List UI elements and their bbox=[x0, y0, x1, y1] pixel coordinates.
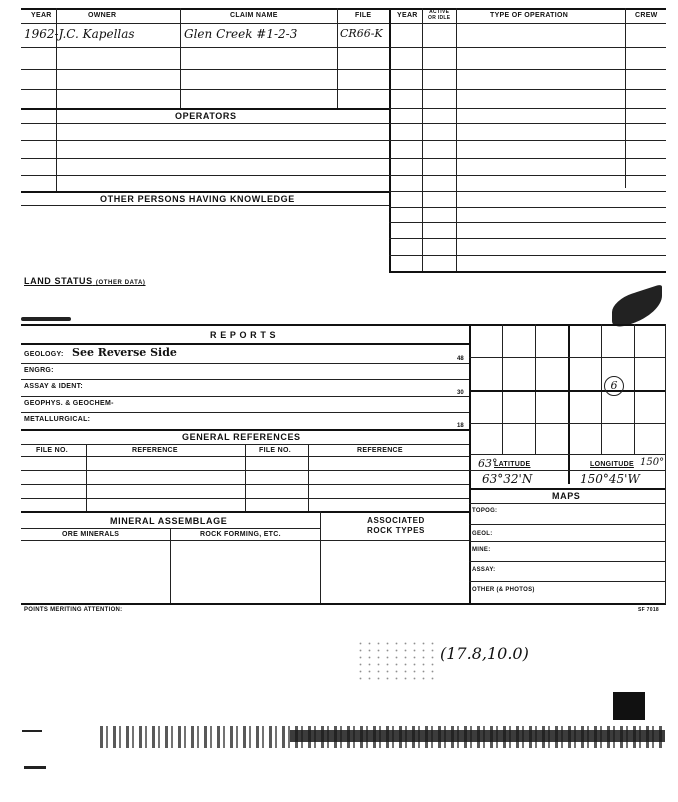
coordinates-note: (17.8,10.0) bbox=[440, 644, 529, 663]
black-square-mark bbox=[613, 692, 645, 720]
engrg-label: ENGRG: bbox=[24, 367, 54, 374]
rock-forming-label: ROCK FORMING, ETC. bbox=[200, 531, 281, 538]
longitude-value: 150°45'W bbox=[580, 472, 640, 486]
land-status-heading bbox=[24, 276, 146, 286]
latitude-value: 63°32'N bbox=[482, 472, 533, 486]
assay-label: ASSAY & IDENT: bbox=[24, 383, 84, 390]
maps-other: OTHER (& PHOTOS) bbox=[472, 587, 535, 593]
ref-col-reference-1: REFERENCE bbox=[132, 447, 178, 454]
maps-heading: MAPS bbox=[552, 491, 581, 501]
scan-noise-left bbox=[22, 730, 42, 732]
scan-noise-bottom-left bbox=[24, 766, 46, 769]
header-active-or-idle: ACTIVE OR IDLE bbox=[428, 9, 451, 21]
scan-noise-band-solid bbox=[290, 730, 665, 742]
ore-minerals-label: ORE MINERALS bbox=[62, 531, 120, 538]
geology-label: GEOLOGY: bbox=[24, 351, 64, 358]
maps-assay: ASSAY: bbox=[472, 567, 496, 573]
general-references-heading: GENERAL REFERENCES bbox=[182, 432, 301, 442]
form-number: SF 7018 bbox=[638, 607, 660, 613]
header-claim-name: CLAIM NAME bbox=[230, 12, 278, 19]
latitude-label: LATITUDE bbox=[494, 461, 531, 468]
speckle-cluster bbox=[356, 640, 436, 680]
points-meriting-attention-label: POINTS MERITING ATTENTION: bbox=[24, 607, 123, 613]
latitude-prefix: 63° bbox=[478, 457, 498, 470]
entry-year-owner: 1962-J.C. Kapellas bbox=[24, 27, 135, 41]
geophys-label: GEOPHYS. & GEOCHEM- bbox=[24, 400, 114, 407]
mineral-assemblage-heading: MINERAL ASSEMBLAGE bbox=[110, 516, 228, 526]
grid-number-48: 48 bbox=[457, 356, 464, 362]
maps-topog: TOPOG: bbox=[472, 508, 498, 514]
header-crew: CREW bbox=[635, 12, 658, 19]
ref-col-reference-2: REFERENCE bbox=[357, 447, 403, 454]
entry-file: CR66-K bbox=[340, 27, 383, 40]
header-year-2: YEAR bbox=[397, 12, 418, 19]
associated-rock-types-heading: ASSOCIATED ROCK TYPES bbox=[366, 516, 425, 535]
longitude-prefix: 150° bbox=[640, 457, 665, 468]
grid-number-30: 30 bbox=[457, 390, 464, 396]
grid-circle-value: 6 bbox=[610, 379, 618, 392]
longitude-label: LONGITUDE bbox=[590, 461, 634, 468]
reports-heading: R E P O R T S bbox=[210, 330, 277, 340]
header-year: YEAR bbox=[31, 12, 52, 19]
grid-number-18: 18 bbox=[457, 423, 464, 429]
ref-col-file-no-2: FILE NO. bbox=[259, 447, 291, 454]
header-owner: OWNER bbox=[88, 12, 117, 19]
operators-heading: OPERATORS bbox=[175, 111, 237, 121]
grid-circle-mark bbox=[604, 376, 624, 396]
header-file: FILE bbox=[355, 12, 372, 19]
land-status-label: LAND STATUS bbox=[24, 276, 93, 286]
geology-value: See Reverse Side bbox=[72, 346, 177, 359]
maps-geol: GEOL: bbox=[472, 531, 493, 537]
header-type-of-operation: TYPE OF OPERATION bbox=[490, 12, 569, 19]
entry-claim-name: Glen Creek #1-2-3 bbox=[184, 27, 298, 41]
land-status-sublabel: (OTHER DATA) bbox=[95, 280, 146, 286]
maps-mine: MINE: bbox=[472, 547, 491, 553]
metallurgical-label: METALLURGICAL: bbox=[24, 416, 91, 423]
ink-smudge-left bbox=[21, 317, 71, 321]
other-persons-heading: OTHER PERSONS HAVING KNOWLEDGE bbox=[100, 194, 295, 204]
ref-col-file-no-1: FILE NO. bbox=[36, 447, 68, 454]
